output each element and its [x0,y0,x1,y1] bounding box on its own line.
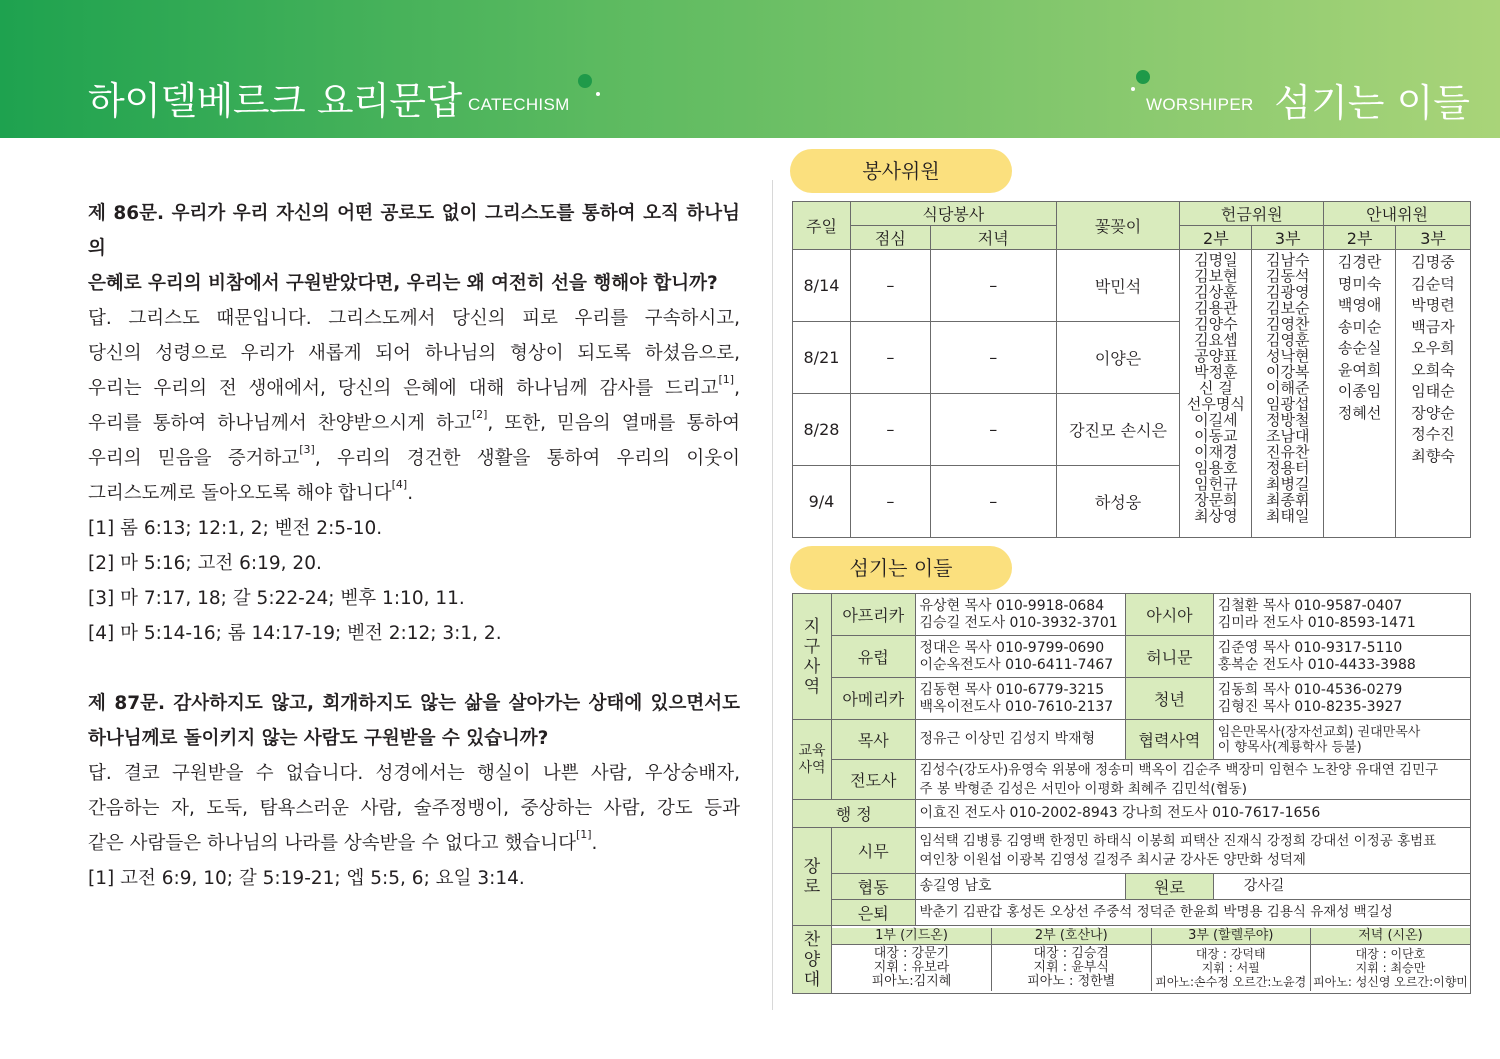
choir-name: 2부 (호산나) [992,928,1152,944]
row-dinner: – [930,322,1056,394]
choir-details: 대장 : 이단호 지휘 : 최승만 피아노: 성신영 오르간:이향미 [1311,944,1471,991]
answer-86-line: 당신의 성령으로 우리가 새롭게 되어 하나님의 형상이 되도록 하셨음으로, [88,343,740,364]
header-banner [0,0,1500,138]
section-title-worshiper: 섬기는 이들 [1274,81,1470,125]
region-label: 지구사역 [793,594,832,720]
choir-name: 3부 (할렐루야) [1151,928,1311,944]
section-title-catechism: 하이델베르크 요리문답 [88,79,462,123]
offering-2-names: 김명일 김보현 김상훈 김용관 김양수 김요셉 공양표 박정훈 신 걸 선우명식 이길세 이동교 이재경 임용호 임헌규 장문희 최상영 [1180,250,1252,538]
row-dinner: – [930,250,1056,322]
admin-label: 행 정 [793,800,916,828]
row-dinner: – [930,466,1056,538]
reference-line: [3] 마 7:17, 18; 갈 5:22-24; 벧후 1:10, 11. [88,588,465,609]
africa-label: 아프리카 [832,594,916,636]
row-flower: 박민석 [1056,250,1180,322]
asia-label: 아시아 [1126,594,1213,636]
retired-elders-label: 은퇴 [832,900,916,926]
header-offering-2: 2부 [1180,226,1252,250]
question-87-line: 하나님께로 돌이키지 않는 사람도 구원받을 수 있습니까? [88,728,549,749]
answer-87-line: 같은 사람들은 하나님의 나라를 상속받을 수 없다고 했습니다[1]. [88,828,598,854]
decor-dot [596,92,600,96]
education-label: 교육사역 [793,720,832,800]
question-86-line: 은혜로 우리의 비참에서 구원받았다면, 우리는 왜 여전히 선을 행해야 합니까? [88,273,718,294]
europe-contacts: 정대은 목사 010-9799-0690 이순옥전도사 010-6411-7467 [915,636,1126,678]
decor-dot [1136,70,1150,84]
question-86-line: 제 86문. 우리가 우리 자신의 어떤 공로도 없이 그리스도를 통하여 오직 하나님의 [88,203,740,259]
answer-86-line: 답. 그리스도 때문입니다. 그리스도께서 당신의 피로 우리를 구속하시고, [88,308,740,329]
asia-contacts: 김철환 목사 010-9587-0407 김미라 전도사 010-8593-1471 [1213,594,1470,636]
row-flower: 하성웅 [1056,466,1180,538]
header-lunch: 점심 [850,226,930,250]
choir-cell [832,926,1471,994]
header-offering-3: 3부 [1252,226,1324,250]
choir-name: 1부 (기드온) [832,928,992,944]
europe-label: 유럽 [832,636,916,678]
header-dinner: 저녁 [930,226,1056,250]
answer-86-line: 그리스도께로 돌아오도록 해야 합니다[4]. [88,478,414,504]
reference-line: [4] 마 5:14-16; 롬 14:17-19; 벧전 2:12; 3:1, 2. [88,623,502,644]
evangelist-names: 김성수(강도사)유영숙 위봉애 정송미 백옥이 김순주 백장미 임현수 노찬양 유대연 김민구 주 봉 박형준 김성은 서민아 이평화 최혜주 김민석(협동) [915,760,1470,800]
reference-line: [2] 마 5:16; 고전 6:19, 20. [88,553,322,574]
answer-87-line: 간음하는 자, 도둑, 탐욕스러운 사람, 술주정뱅이, 중상하는 사람, 강도 등과 [88,798,740,819]
choir-details: 대장 : 김승겸 지휘 : 윤부식 피아노 : 정한별 [992,944,1152,991]
row-dinner: – [930,394,1056,466]
header-week: 주일 [793,202,851,250]
emeritus-label: 원로 [1126,874,1213,900]
answer-86-line: 우리의 믿음을 증거하고[3], 우리의 경건한 생활을 통하여 우리의 이웃이 [88,443,740,469]
header-usher-2: 2부 [1324,226,1396,250]
question-87-line: 제 87문. 감사하지도 않고, 회개하지도 않는 삶을 살아가는 상태에 있으면서도 [88,693,740,714]
choir-label: 찬양대 [793,926,832,994]
section-subtitle-worshiper: WORSHIPER [1146,95,1254,114]
answer-86-line: 우리는 우리의 전 생애에서, 당신의 은혜에 대해 하나님께 감사를 드리고[1], [88,373,740,399]
coop-elders-names: 송길영 남호 [915,874,1126,900]
active-elders-names: 임석택 김병룡 김영백 한정민 하태식 이봉희 피택산 진재식 강정희 강대선 이정공 홍범표 여인창 이원섭 이광복 김영성 길정주 최시균 강사돈 양만화 성덕제 [915,828,1470,874]
row-lunch: – [850,322,930,394]
pastor-names: 정유근 이상민 김성지 박재형 [915,720,1126,760]
row-flower: 강진모 손시은 [1056,394,1180,466]
america-label: 아메리카 [832,678,916,720]
decor-dot [578,74,592,88]
admin-contacts: 이효진 전도사 010-2002-8943 강나희 전도사 010-7617-1656 [915,800,1470,828]
column-divider [772,180,773,1010]
evangelist-label: 전도사 [832,760,916,800]
offering-3-names: 김남수 김동석 김광영 김보순 김영찬 김영훈 성낙현 이강복 이해준 임광섭 정방철 조남대 진유찬 정용터 최병길 최종휘 최태일 [1252,250,1324,538]
volunteer-table [792,201,1471,538]
row-lunch: – [850,394,930,466]
row-date: 9/4 [793,466,851,538]
reference-line: [1] 고전 6:9, 10; 갈 5:19-21; 엡 5:5, 6; 요일 3:14. [88,868,525,889]
elders-label: 장로 [793,828,832,926]
honeymoon-label: 허니문 [1126,636,1213,678]
choir-name: 저녁 (시온) [1311,928,1471,944]
emeritus-names: 강사길 [1213,874,1470,900]
header-usher-3: 3부 [1396,226,1471,250]
honeymoon-contacts: 김준영 목사 010-9317-5110 홍복순 전도사 010-4433-3988 [1213,636,1470,678]
retired-elders-names: 박춘기 김판갑 홍성돈 오상선 주중석 정덕준 한윤희 박명용 김용식 유재성 백길성 [915,900,1470,926]
row-date: 8/14 [793,250,851,322]
row-date: 8/28 [793,394,851,466]
cooperation-label: 협력사역 [1126,720,1213,760]
africa-contacts: 유상현 목사 010-9918-0684 김승길 전도사 010-3932-3701 [915,594,1126,636]
youth-label: 청년 [1126,678,1213,720]
active-elders-label: 시무 [832,828,916,874]
servers-table [792,593,1471,994]
section-subtitle-catechism: CATECHISM [468,95,570,114]
row-date: 8/21 [793,322,851,394]
choir-details: 대장 : 강문기 지휘 : 유보라 피아노:김지혜 [832,944,992,991]
row-lunch: – [850,466,930,538]
catechism-text [88,196,740,896]
row-lunch: – [850,250,930,322]
header-flowers: 꽃꽂이 [1056,202,1180,250]
cooperation-names: 임은만목사(장자선교회) 권대만목사 이 향목사(계룡학사 등불) [1213,720,1470,760]
choir-details: 대장 : 강덕태 지휘 : 서필 피아노:손수정 오르간:노윤경 [1151,944,1311,991]
decor-dot [1131,87,1135,91]
answer-86-line: 우리를 통하여 하나님께서 찬양받으시게 하고[2], 또한, 믿음의 열매를 통하여 [88,408,740,434]
volunteers-heading: 봉사위원 [790,149,1012,193]
answer-87-line: 답. 결코 구원받을 수 없습니다. 성경에서는 행실이 나쁜 사람, 우상숭배자, [88,763,740,784]
header-cafeteria: 식당봉사 [850,202,1056,226]
usher-3-names: 김명중 김순덕 박명련 백금자 오우희 오희숙 임태순 장양순 정수진 최향숙 [1396,250,1471,538]
header-usher: 안내위원 [1324,202,1471,226]
usher-2-names: 김경란 명미숙 백영애 송미순 송순실 윤여희 이종임 정혜선 [1324,250,1396,538]
servers-heading: 섬기는 이들 [790,546,1012,590]
america-contacts: 김동현 목사 010-6779-3215 백옥이전도사 010-7610-2137 [915,678,1126,720]
reference-line: [1] 롬 6:13; 12:1, 2; 벧전 2:5-10. [88,518,383,539]
row-flower: 이양은 [1056,322,1180,394]
header-offering: 헌금위원 [1180,202,1324,226]
youth-contacts: 김동희 목사 010-4536-0279 김형진 목사 010-8235-3927 [1213,678,1470,720]
coop-elders-label: 협동 [832,874,916,900]
choir-table [832,928,1470,991]
pastor-label: 목사 [832,720,916,760]
